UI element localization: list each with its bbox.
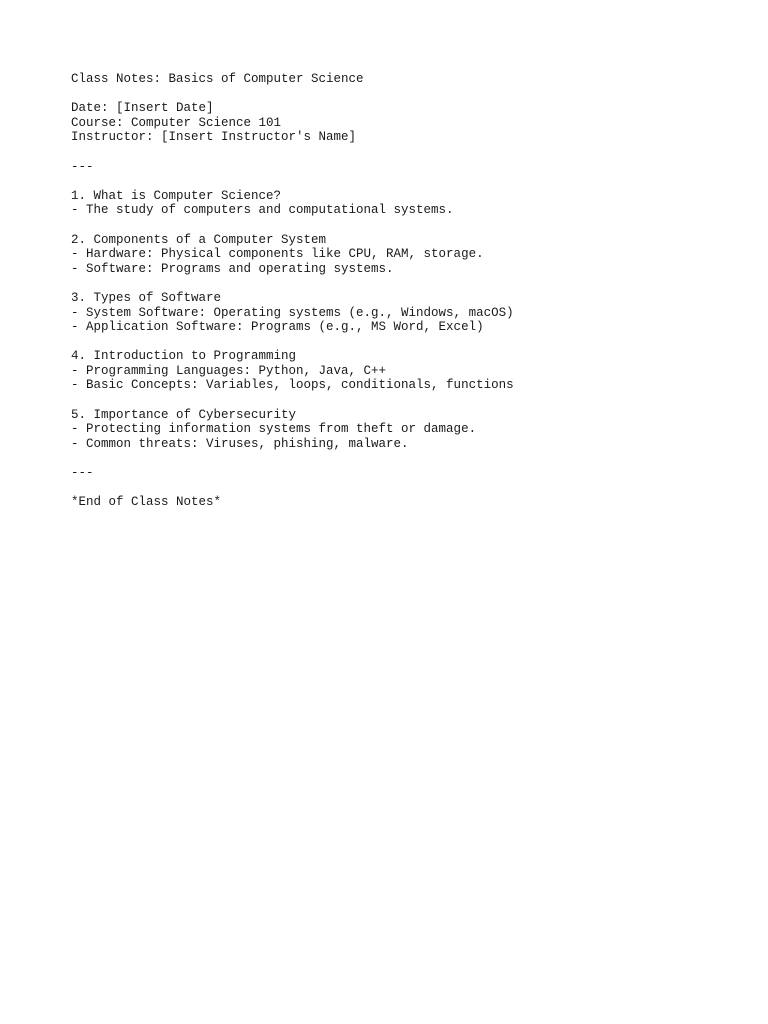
section-4-item: - Basic Concepts: Variables, loops, conditionals, functions <box>71 378 514 393</box>
document-title: Class Notes: Basics of Computer Science <box>71 72 364 86</box>
divider-top: --- <box>71 159 94 174</box>
section-3-item: - System Software: Operating systems (e.g., Windows, macOS) <box>71 305 514 320</box>
section-4-heading: 4. Introduction to Programming <box>71 349 297 364</box>
spacer <box>71 451 514 466</box>
document-footer: *End of Class Notes* <box>71 495 222 510</box>
section-2-item: - Software: Programs and operating systems. <box>71 261 394 276</box>
section-3-heading: 3. Types of Software <box>71 290 222 305</box>
class-notes-document <box>71 72 514 510</box>
spacer <box>71 335 514 350</box>
section-3-item: - Application Software: Programs (e.g., MS Word, Excel) <box>71 320 484 335</box>
spacer <box>71 87 514 102</box>
date-line: Date: [Insert Date] <box>71 101 214 116</box>
section-5-item: - Common threats: Viruses, phishing, malware. <box>71 436 409 451</box>
instructor-line: Instructor: [Insert Instructor's Name] <box>71 130 357 145</box>
divider-bottom: --- <box>71 466 94 481</box>
spacer <box>71 481 514 496</box>
section-1-heading: 1. What is Computer Science? <box>71 188 282 203</box>
spacer <box>71 393 514 408</box>
spacer <box>71 276 514 291</box>
section-4-item: - Programming Languages: Python, Java, C++ <box>71 363 387 378</box>
spacer <box>71 145 514 160</box>
section-2-item: - Hardware: Physical components like CPU, RAM, storage. <box>71 247 484 262</box>
section-1-item: - The study of computers and computational systems. <box>71 203 454 218</box>
course-line: Course: Computer Science 101 <box>71 115 282 130</box>
section-5-item: - Protecting information systems from theft or damage. <box>71 422 477 437</box>
spacer <box>71 218 514 233</box>
section-5-heading: 5. Importance of Cybersecurity <box>71 407 297 422</box>
section-2-heading: 2. Components of a Computer System <box>71 232 327 247</box>
spacer <box>71 174 514 189</box>
